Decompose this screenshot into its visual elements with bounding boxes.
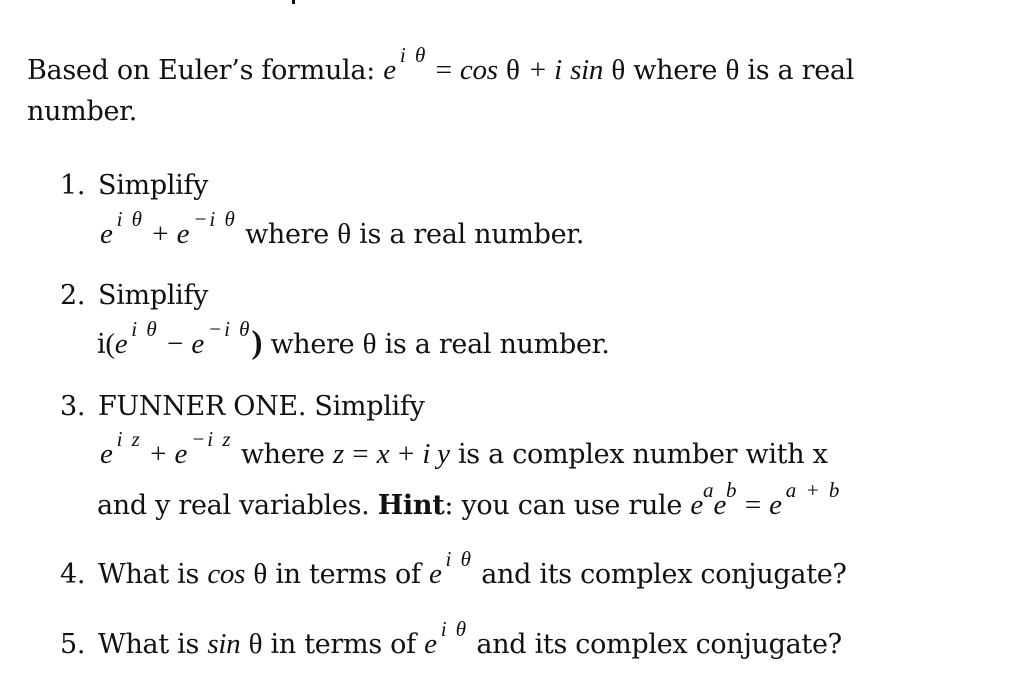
q4-suffix: and its complex conjugate? — [481, 559, 847, 590]
q1-e2: e — [176, 218, 190, 250]
euler-base: e — [383, 54, 396, 86]
q4-cos: cos — [207, 558, 246, 590]
euler-plus-i: + i — [527, 54, 562, 86]
question-4-number: 4. — [60, 559, 86, 590]
q3-e1: e — [100, 438, 113, 470]
q4-e: e — [428, 558, 442, 590]
q2-suffix: is a real number. — [384, 329, 610, 360]
q5-sin: sin — [207, 628, 241, 660]
question-3-label: FUNNER ONE. Simplify — [98, 391, 425, 422]
q4-theta: θ — [253, 558, 268, 590]
q3-rule-eb: e — [713, 489, 727, 521]
q2-exp2: −i θ — [207, 317, 252, 341]
q1-suffix: is a real number. — [359, 219, 585, 250]
euler-theta-1: θ — [505, 54, 520, 86]
q5-middle: in terms of — [270, 629, 416, 660]
q5-suffix: and its complex conjugate? — [476, 629, 842, 660]
question-3-expression — [100, 427, 828, 473]
q2-rparen: ) — [251, 325, 263, 361]
q2-lparen: ( — [105, 328, 115, 360]
q5-exp: i θ — [440, 617, 469, 641]
intro-suffix: is a real — [747, 55, 855, 86]
q2-exp1: i θ — [131, 317, 159, 341]
question-5 — [60, 617, 842, 663]
q5-e: e — [424, 628, 437, 660]
q1-exp1: i θ — [116, 207, 144, 231]
q3-exp1: i z — [116, 427, 142, 451]
q3-exp2: −i z — [191, 427, 233, 451]
q3-where: where — [240, 439, 325, 470]
question-3-title — [60, 390, 425, 424]
q3-rule-a: a — [702, 478, 714, 502]
q3-line2-prefix: and y real variables. — [97, 490, 370, 521]
q3-equals: = — [352, 438, 369, 470]
q3-rule-equals: = — [744, 489, 761, 521]
q2-theta: θ — [362, 328, 377, 360]
q1-theta: θ — [337, 218, 351, 250]
intro-theta: θ — [725, 54, 740, 86]
page-top-mark — [292, 0, 295, 4]
euler-exponent: i θ — [399, 43, 428, 67]
question-4 — [60, 547, 847, 593]
q1-exp2: −i θ — [193, 207, 237, 231]
question-2-label: Simplify — [98, 280, 209, 311]
q5-prefix: What is — [98, 629, 200, 660]
q5-theta: θ — [248, 628, 263, 660]
intro-prefix: Based on Euler’s formula: — [27, 55, 375, 86]
euler-theta-2: θ — [611, 54, 625, 86]
q3-rule-ea: e — [690, 489, 703, 521]
question-3-hint-line — [97, 478, 842, 524]
q4-exp: i θ — [445, 547, 473, 571]
q3-rule-b: b — [726, 478, 737, 502]
question-2-expression — [97, 317, 610, 363]
q3-suffix: is a complex number with x — [457, 439, 828, 470]
question-1-number: 1. — [60, 170, 86, 201]
q2-op: − — [166, 328, 184, 360]
q1-where: where — [245, 219, 329, 250]
q3-rule-exp: a + b — [785, 478, 842, 502]
q2-lead-i: i — [97, 329, 106, 360]
q2-e2: e — [191, 328, 204, 360]
q3-rule-e: e — [769, 489, 782, 521]
euler-sin: sin — [570, 54, 604, 86]
question-2-title — [60, 279, 208, 313]
q4-prefix: What is — [98, 559, 200, 590]
q1-e1: e — [100, 218, 113, 250]
q3-hint-text: : you can use rule — [444, 490, 683, 521]
q3-hint-label: Hint — [377, 490, 445, 521]
euler-equals: = — [435, 54, 452, 86]
q2-e1: e — [114, 328, 128, 360]
q3-rhs: x + i y — [376, 438, 450, 470]
question-5-number: 5. — [60, 629, 86, 660]
q4-middle: in terms of — [275, 559, 421, 590]
q3-e2: e — [174, 438, 188, 470]
euler-cos: cos — [459, 54, 498, 86]
question-3-number: 3. — [60, 391, 86, 422]
question-1-expression — [100, 207, 585, 253]
intro-continuation: number. — [27, 96, 138, 127]
q2-where: where — [270, 329, 355, 360]
q1-op: + — [152, 218, 169, 250]
intro-where: where — [633, 55, 718, 86]
q3-op: + — [150, 438, 167, 470]
q3-z: z — [332, 438, 344, 470]
question-1-label: Simplify — [98, 170, 209, 201]
question-2-number: 2. — [60, 280, 86, 311]
intro-line — [27, 43, 855, 89]
question-1-title — [60, 169, 208, 203]
